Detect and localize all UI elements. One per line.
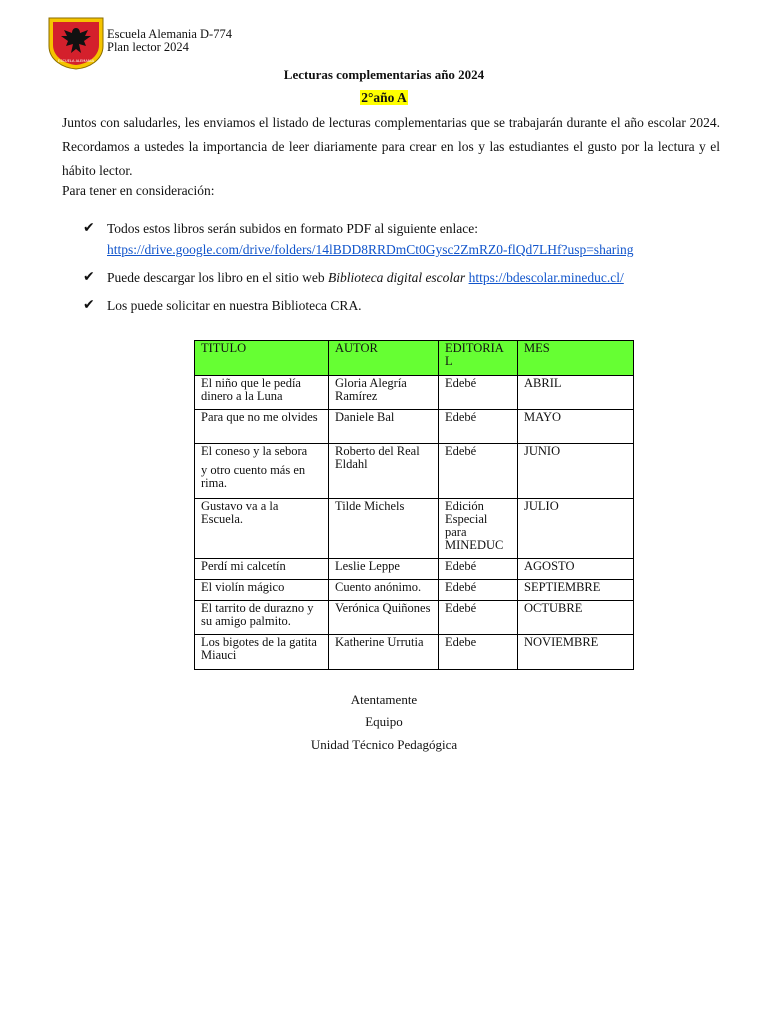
checkmark-icon: ✔ [83,297,95,313]
cell-author: Verónica Quiñones [329,601,439,635]
cell-publisher: Edebé [439,376,518,410]
cell-month: JUNIO [518,444,634,499]
closing-regards: Atentamente [350,692,418,707]
table-row [195,376,634,410]
closing-unit: Unidad Técnico Pedagógica [310,737,458,752]
cell-publisher: Edebé [439,580,518,601]
cell-month: JULIO [518,499,634,559]
table-header-row [195,341,634,376]
bullet-cra-text: Los puede solicitar en nuestra Biblioteca CRA. [107,298,362,313]
crest-caption: ESCUELA ALEMANIA [57,59,95,63]
cell-author: Cuento anónimo. [329,580,439,601]
cell-month: ABRIL [518,376,634,410]
cell-month: OCTUBRE [518,601,634,635]
checkmark-icon: ✔ [83,220,95,236]
consider-heading: Para tener en consideración: [62,183,215,198]
header-editorial: EDITORIA L [439,341,518,376]
cell-title-line2: y otro cuento más en rima. [201,463,306,490]
table-row [195,580,634,601]
cell-publisher: Edebé [439,444,518,499]
document-title: Lecturas complementarias año 2024 [283,67,485,82]
cell-publisher: Edebé [439,559,518,580]
cell-title: Para que no me olvides [195,410,329,444]
table-row [195,410,634,444]
cell-title: El violín mágico [195,580,329,601]
header-mes: MES [518,341,634,376]
school-name: Escuela Alemania D-774 [107,27,232,41]
table-row [195,635,634,670]
cell-title: El tarrito de durazno y su amigo palmito. [195,601,329,635]
cell-author: Tilde Michels [329,499,439,559]
cell-publisher: Edición Especial para MINEDUC [439,499,518,559]
cell-title [195,444,329,499]
header-titulo: TITULO [195,341,329,376]
cell-title-line1: El coneso y la sebora [201,444,308,458]
site-name: Biblioteca digital escolar [327,270,466,285]
bdescolar-link[interactable]: https://bdescolar.mineduc.cl/ [468,270,624,285]
cell-title: Gustavo va a la Escuela. [195,499,329,559]
cell-publisher: Edebe [439,635,518,670]
cell-month: SEPTIEMBRE [518,580,634,601]
intro-paragraph: Juntos con saludarles, les enviamos el listado de lecturas complementarias que se trabajarán durante el año escolar 2024. Recordamos a ustedes la importancia de leer diariamente para crear en los y las estudiantes el gusto por la lectura y el hábito lector. [62,115,720,178]
grade-highlight: 2°año A [361,90,407,105]
drive-link[interactable]: https://drive.google.com/drive/folders/14lBDD8RRDmCt0Gysc2ZmRZ0-flQd7LHf?usp=sharing [107,242,634,257]
cell-author: Roberto del Real Eldahl [329,444,439,499]
cell-month: MAYO [518,410,634,444]
header-autor: AUTOR [329,341,439,376]
closing-team: Equipo [365,714,403,729]
cell-author: Gloria Alegría Ramírez [329,376,439,410]
grade-label [0,90,768,106]
bullet-pdf [83,218,634,260]
cell-author: Katherine Urrutia [329,635,439,670]
cell-title: Los bigotes de la gatita Miauci [195,635,329,670]
table-row [195,559,634,580]
cell-title: Perdí mi calcetín [195,559,329,580]
cell-title: El niño que le pedía dinero a la Luna [195,376,329,410]
checkmark-icon: ✔ [83,269,95,285]
cell-month: NOVIEMBRE [518,635,634,670]
bullet-pdf-text: Todos estos libros serán subidos en formato PDF al siguiente enlace: [107,221,478,236]
table-row [195,601,634,635]
plan-label: Plan lector 2024 [107,40,189,54]
table-row [195,499,634,559]
reading-table [194,340,634,670]
cell-publisher: Edebé [439,601,518,635]
bullet-download [83,267,624,288]
cell-author: Leslie Leppe [329,559,439,580]
school-crest-logo [47,16,105,70]
cell-publisher: Edebé [439,410,518,444]
bullet-cra [83,295,362,316]
cell-author: Daniele Bal [329,410,439,444]
cell-month: AGOSTO [518,559,634,580]
table-row [195,444,634,499]
bullet-download-text: Puede descargar los libro en el sitio web [107,270,328,285]
